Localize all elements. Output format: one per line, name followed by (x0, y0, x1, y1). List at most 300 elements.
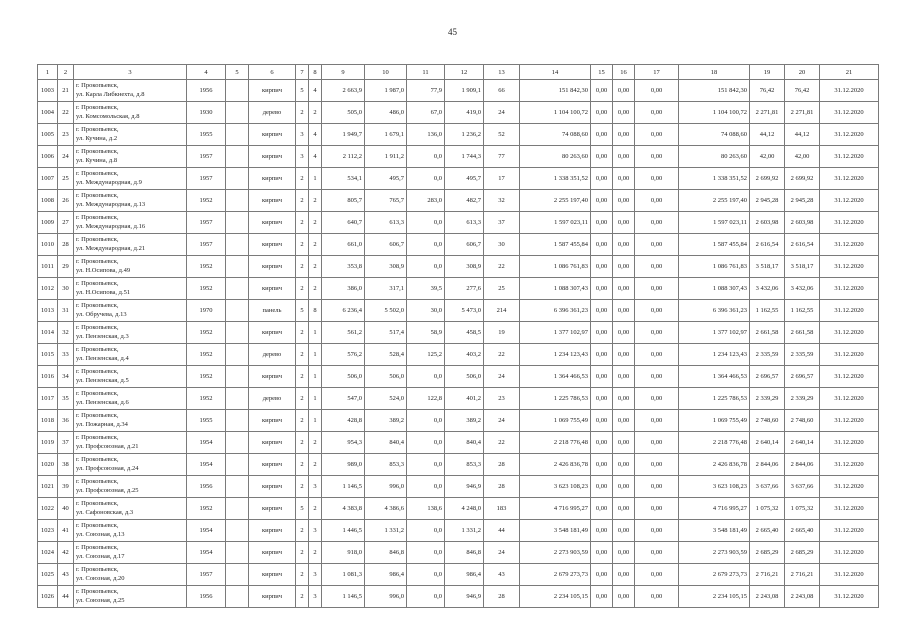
cost-col-18: 2 273 903,59 (679, 542, 750, 564)
cost-col-16: 0,00 (613, 520, 635, 542)
wall-material: дерево (249, 388, 296, 410)
cell-col-5 (226, 432, 249, 454)
table-row (38, 168, 879, 190)
non-residential-area: 30,0 (407, 300, 445, 322)
living-area: 765,7 (365, 190, 407, 212)
address-city: г. Прокопьевск, (76, 104, 119, 111)
completion-date: 31.12.2020 (820, 190, 879, 212)
column-number-header: 15 (591, 65, 613, 80)
total-area: 640,7 (322, 212, 365, 234)
residents-count: 30 (484, 234, 520, 256)
table-row (38, 190, 879, 212)
address (74, 212, 187, 234)
column-number-header: 8 (309, 65, 322, 80)
cost-total: 1 377 102,97 (520, 322, 591, 344)
cost-col-17: 0,00 (635, 322, 679, 344)
completion-date: 31.12.2020 (820, 498, 879, 520)
cost-col-18: 3 623 108,23 (679, 476, 750, 498)
floors: 3 (296, 146, 309, 168)
column-number-header: 21 (820, 65, 879, 80)
entrances: 2 (309, 432, 322, 454)
cost-col-17: 0,00 (635, 366, 679, 388)
entrances: 1 (309, 388, 322, 410)
table-row (38, 234, 879, 256)
entrances: 3 (309, 586, 322, 608)
completion-date: 31.12.2020 (820, 520, 879, 542)
row-number: 37 (58, 432, 74, 454)
record-number: 1022 (38, 498, 58, 520)
wall-material: кирпич (249, 366, 296, 388)
wall-material: кирпич (249, 520, 296, 542)
cost-col-17: 0,00 (635, 278, 679, 300)
record-number: 1013 (38, 300, 58, 322)
record-number: 1012 (38, 278, 58, 300)
cost-col-15: 0,00 (591, 564, 613, 586)
address (74, 124, 187, 146)
cost-total: 1 597 023,11 (520, 212, 591, 234)
record-number: 1006 (38, 146, 58, 168)
residents-count: 22 (484, 432, 520, 454)
construction-year: 1952 (187, 256, 226, 278)
cost-col-15: 0,00 (591, 102, 613, 124)
cost-total: 2 273 903,59 (520, 542, 591, 564)
living-area: 517,4 (365, 322, 407, 344)
residents-count: 52 (484, 124, 520, 146)
table-row (38, 388, 879, 410)
residential-area: 419,0 (445, 102, 484, 124)
cost-col-17: 0,00 (635, 234, 679, 256)
column-number-header: 11 (407, 65, 445, 80)
non-residential-area: 138,6 (407, 498, 445, 520)
cost-col-18: 1 088 307,43 (679, 278, 750, 300)
table-row (38, 102, 879, 124)
column-number-header: 6 (249, 65, 296, 80)
address-city: г. Прокопьевск, (76, 412, 119, 419)
entrances: 4 (309, 124, 322, 146)
address (74, 256, 187, 278)
construction-year: 1955 (187, 124, 226, 146)
record-number: 1025 (38, 564, 58, 586)
total-area: 989,0 (322, 454, 365, 476)
address-street: ул. Пензенская, д.5 (76, 376, 129, 384)
cost-col-16: 0,00 (613, 300, 635, 322)
specific-cost: 2 844,06 (750, 454, 785, 476)
table-row (38, 146, 879, 168)
non-residential-area: 0,0 (407, 564, 445, 586)
specific-cost: 2 696,57 (750, 366, 785, 388)
cost-col-15: 0,00 (591, 146, 613, 168)
specific-cost-limit: 44,12 (785, 124, 820, 146)
address (74, 388, 187, 410)
specific-cost-limit: 2 603,98 (785, 212, 820, 234)
address-street: ул. Сафоновская, д.3 (76, 508, 134, 516)
address-city: г. Прокопьевск, (76, 126, 119, 133)
specific-cost: 2 616,54 (750, 234, 785, 256)
entrances: 2 (309, 190, 322, 212)
table-row (38, 80, 879, 102)
residents-count: 28 (484, 454, 520, 476)
specific-cost-limit: 42,00 (785, 146, 820, 168)
row-number: 36 (58, 410, 74, 432)
record-number: 1010 (38, 234, 58, 256)
cost-col-18: 3 548 181,49 (679, 520, 750, 542)
cost-col-17: 0,00 (635, 256, 679, 278)
construction-year: 1956 (187, 476, 226, 498)
specific-cost-limit: 1 075,32 (785, 498, 820, 520)
cost-col-17: 0,00 (635, 190, 679, 212)
residential-area: 458,5 (445, 322, 484, 344)
address (74, 520, 187, 542)
specific-cost-limit: 2 640,14 (785, 432, 820, 454)
non-residential-area: 58,9 (407, 322, 445, 344)
row-number: 44 (58, 586, 74, 608)
record-number: 1026 (38, 586, 58, 608)
cost-total: 74 088,60 (520, 124, 591, 146)
specific-cost: 3 637,66 (750, 476, 785, 498)
living-area: 1 911,2 (365, 146, 407, 168)
cost-total: 1 234 123,43 (520, 344, 591, 366)
floors: 2 (296, 520, 309, 542)
entrances: 2 (309, 278, 322, 300)
construction-year: 1954 (187, 542, 226, 564)
entrances: 3 (309, 564, 322, 586)
cost-col-17: 0,00 (635, 498, 679, 520)
residential-area: 389,2 (445, 410, 484, 432)
residential-area: 840,4 (445, 432, 484, 454)
entrances: 2 (309, 498, 322, 520)
cost-col-17: 0,00 (635, 388, 679, 410)
construction-year: 1957 (187, 168, 226, 190)
address-city: г. Прокопьевск, (76, 192, 119, 199)
cell-col-5 (226, 564, 249, 586)
cost-col-17: 0,00 (635, 102, 679, 124)
row-number: 41 (58, 520, 74, 542)
construction-year: 1952 (187, 498, 226, 520)
residents-count: 24 (484, 410, 520, 432)
table-row (38, 476, 879, 498)
construction-year: 1952 (187, 344, 226, 366)
cost-col-18: 80 263,60 (679, 146, 750, 168)
cost-col-17: 0,00 (635, 124, 679, 146)
floors: 3 (296, 124, 309, 146)
living-area: 4 386,6 (365, 498, 407, 520)
construction-year: 1957 (187, 212, 226, 234)
column-number-header: 13 (484, 65, 520, 80)
specific-cost: 2 661,58 (750, 322, 785, 344)
residential-area: 853,3 (445, 454, 484, 476)
residents-count: 17 (484, 168, 520, 190)
address-street: ул. Пензенская, д.3 (76, 332, 129, 340)
wall-material: кирпич (249, 190, 296, 212)
residential-area: 308,9 (445, 256, 484, 278)
cost-total: 1 069 755,49 (520, 410, 591, 432)
address (74, 80, 187, 102)
floors: 2 (296, 542, 309, 564)
residents-count: 28 (484, 586, 520, 608)
cost-col-15: 0,00 (591, 278, 613, 300)
floors: 2 (296, 102, 309, 124)
cost-col-17: 0,00 (635, 586, 679, 608)
specific-cost-limit: 2 945,28 (785, 190, 820, 212)
cost-total: 2 426 836,78 (520, 454, 591, 476)
record-number: 1003 (38, 80, 58, 102)
wall-material: кирпич (249, 168, 296, 190)
cost-col-15: 0,00 (591, 168, 613, 190)
residents-count: 77 (484, 146, 520, 168)
completion-date: 31.12.2020 (820, 102, 879, 124)
residents-count: 32 (484, 190, 520, 212)
specific-cost: 2 748,60 (750, 410, 785, 432)
cost-col-18: 2 255 197,40 (679, 190, 750, 212)
cost-col-17: 0,00 (635, 520, 679, 542)
specific-cost: 2 271,81 (750, 102, 785, 124)
address-city: г. Прокопьевск, (76, 214, 119, 221)
record-number: 1004 (38, 102, 58, 124)
total-area: 2 112,2 (322, 146, 365, 168)
address (74, 234, 187, 256)
cost-total: 2 218 776,48 (520, 432, 591, 454)
cost-total: 2 255 197,40 (520, 190, 591, 212)
wall-material: кирпич (249, 542, 296, 564)
cost-col-15: 0,00 (591, 410, 613, 432)
cost-col-15: 0,00 (591, 190, 613, 212)
non-residential-area: 0,0 (407, 542, 445, 564)
address (74, 454, 187, 476)
non-residential-area: 0,0 (407, 168, 445, 190)
total-area: 954,3 (322, 432, 365, 454)
column-number-header: 9 (322, 65, 365, 80)
address-street: ул. Кучина, д.2 (76, 134, 118, 142)
cost-total: 80 263,60 (520, 146, 591, 168)
floors: 2 (296, 432, 309, 454)
floors: 2 (296, 190, 309, 212)
residential-area: 846,8 (445, 542, 484, 564)
cell-col-5 (226, 234, 249, 256)
residents-count: 214 (484, 300, 520, 322)
living-area: 308,9 (365, 256, 407, 278)
cost-col-17: 0,00 (635, 476, 679, 498)
non-residential-area: 0,0 (407, 520, 445, 542)
residential-area: 506,0 (445, 366, 484, 388)
construction-year: 1952 (187, 388, 226, 410)
specific-cost-limit: 3 432,06 (785, 278, 820, 300)
cost-col-15: 0,00 (591, 344, 613, 366)
specific-cost-limit: 2 716,21 (785, 564, 820, 586)
entrances: 2 (309, 542, 322, 564)
row-number: 42 (58, 542, 74, 564)
cell-col-5 (226, 476, 249, 498)
column-number-header: 4 (187, 65, 226, 80)
cost-col-18: 6 396 361,23 (679, 300, 750, 322)
row-number: 34 (58, 366, 74, 388)
cell-col-5 (226, 278, 249, 300)
floors: 2 (296, 564, 309, 586)
non-residential-area: 0,0 (407, 454, 445, 476)
cost-col-17: 0,00 (635, 80, 679, 102)
floors: 2 (296, 256, 309, 278)
entrances: 2 (309, 102, 322, 124)
completion-date: 31.12.2020 (820, 388, 879, 410)
total-area: 505,0 (322, 102, 365, 124)
construction-year: 1956 (187, 80, 226, 102)
total-area: 1 446,5 (322, 520, 365, 542)
completion-date: 31.12.2020 (820, 124, 879, 146)
specific-cost: 76,42 (750, 80, 785, 102)
table-row (38, 124, 879, 146)
completion-date: 31.12.2020 (820, 542, 879, 564)
row-number: 26 (58, 190, 74, 212)
residents-count: 28 (484, 476, 520, 498)
non-residential-area: 39,5 (407, 278, 445, 300)
column-number-header: 1 (38, 65, 58, 80)
total-area: 4 383,8 (322, 498, 365, 520)
address-city: г. Прокопьевск, (76, 566, 119, 573)
specific-cost-limit: 2 243,08 (785, 586, 820, 608)
cost-col-16: 0,00 (613, 410, 635, 432)
table-row (38, 498, 879, 520)
entrances: 4 (309, 80, 322, 102)
residential-area: 277,6 (445, 278, 484, 300)
specific-cost: 2 685,29 (750, 542, 785, 564)
living-area: 5 502,0 (365, 300, 407, 322)
address-city: г. Прокопьевск, (76, 434, 119, 441)
cost-col-16: 0,00 (613, 212, 635, 234)
specific-cost: 2 335,59 (750, 344, 785, 366)
non-residential-area: 0,0 (407, 476, 445, 498)
cell-col-5 (226, 322, 249, 344)
address (74, 190, 187, 212)
construction-year: 1954 (187, 520, 226, 542)
address (74, 476, 187, 498)
floors: 2 (296, 454, 309, 476)
table-row (38, 278, 879, 300)
cost-col-16: 0,00 (613, 278, 635, 300)
specific-cost-limit: 2 696,57 (785, 366, 820, 388)
specific-cost-limit: 2 699,92 (785, 168, 820, 190)
residents-count: 25 (484, 278, 520, 300)
living-area: 1 987,0 (365, 80, 407, 102)
construction-year: 1954 (187, 432, 226, 454)
entrances: 2 (309, 212, 322, 234)
residents-count: 23 (484, 388, 520, 410)
cost-col-15: 0,00 (591, 234, 613, 256)
living-area: 389,2 (365, 410, 407, 432)
construction-year: 1957 (187, 146, 226, 168)
wall-material: кирпич (249, 564, 296, 586)
cost-col-18: 2 679 273,73 (679, 564, 750, 586)
address (74, 102, 187, 124)
address-street: ул. Международная, д.16 (76, 222, 146, 230)
entrances: 1 (309, 344, 322, 366)
residential-area: 1 909,1 (445, 80, 484, 102)
non-residential-area: 125,2 (407, 344, 445, 366)
living-area: 1 331,2 (365, 520, 407, 542)
record-number: 1019 (38, 432, 58, 454)
floors: 2 (296, 388, 309, 410)
record-number: 1011 (38, 256, 58, 278)
cost-col-15: 0,00 (591, 388, 613, 410)
living-area: 986,4 (365, 564, 407, 586)
cost-col-15: 0,00 (591, 432, 613, 454)
entrances: 1 (309, 168, 322, 190)
floors: 2 (296, 168, 309, 190)
specific-cost-limit: 2 844,06 (785, 454, 820, 476)
residential-area: 946,9 (445, 476, 484, 498)
cell-col-5 (226, 256, 249, 278)
living-area: 840,4 (365, 432, 407, 454)
column-number-header: 7 (296, 65, 309, 80)
living-area: 495,7 (365, 168, 407, 190)
record-number: 1020 (38, 454, 58, 476)
completion-date: 31.12.2020 (820, 212, 879, 234)
floors: 2 (296, 476, 309, 498)
specific-cost: 2 945,28 (750, 190, 785, 212)
completion-date: 31.12.2020 (820, 80, 879, 102)
residential-area: 495,7 (445, 168, 484, 190)
address-city: г. Прокопьевск, (76, 522, 119, 529)
floors: 2 (296, 212, 309, 234)
living-area: 506,0 (365, 366, 407, 388)
row-number: 23 (58, 124, 74, 146)
wall-material: кирпич (249, 476, 296, 498)
address (74, 146, 187, 168)
address-street: ул. Международная, д.13 (76, 200, 146, 208)
living-area: 613,3 (365, 212, 407, 234)
table-row (38, 586, 879, 608)
row-number: 35 (58, 388, 74, 410)
non-residential-area: 0,0 (407, 410, 445, 432)
address (74, 278, 187, 300)
specific-cost: 2 339,29 (750, 388, 785, 410)
non-residential-area: 0,0 (407, 586, 445, 608)
floors: 2 (296, 344, 309, 366)
cost-col-16: 0,00 (613, 564, 635, 586)
specific-cost-limit: 2 339,29 (785, 388, 820, 410)
total-area: 534,1 (322, 168, 365, 190)
residents-count: 24 (484, 366, 520, 388)
page-number: 45 (448, 27, 457, 37)
cost-col-15: 0,00 (591, 476, 613, 498)
cost-col-16: 0,00 (613, 344, 635, 366)
wall-material: кирпич (249, 212, 296, 234)
residential-area: 401,2 (445, 388, 484, 410)
address-street: ул. Профсоюзная, д.24 (76, 464, 139, 472)
address-street: ул. Комсомольская, д.8 (76, 112, 140, 120)
table-row (38, 564, 879, 586)
address-city: г. Прокопьевск, (76, 324, 119, 331)
table-row (38, 542, 879, 564)
column-number-header: 18 (679, 65, 750, 80)
cost-col-15: 0,00 (591, 322, 613, 344)
wall-material: кирпич (249, 322, 296, 344)
column-number-header: 20 (785, 65, 820, 80)
cost-col-16: 0,00 (613, 234, 635, 256)
specific-cost-limit: 2 335,59 (785, 344, 820, 366)
cost-col-15: 0,00 (591, 256, 613, 278)
specific-cost-limit: 2 271,81 (785, 102, 820, 124)
cost-col-16: 0,00 (613, 586, 635, 608)
address-city: г. Прокопьевск, (76, 588, 119, 595)
cost-col-18: 1 234 123,43 (679, 344, 750, 366)
residents-count: 43 (484, 564, 520, 586)
cost-col-15: 0,00 (591, 520, 613, 542)
cost-col-15: 0,00 (591, 542, 613, 564)
record-number: 1015 (38, 344, 58, 366)
row-number: 32 (58, 322, 74, 344)
specific-cost: 42,00 (750, 146, 785, 168)
cell-col-5 (226, 80, 249, 102)
cost-col-15: 0,00 (591, 80, 613, 102)
